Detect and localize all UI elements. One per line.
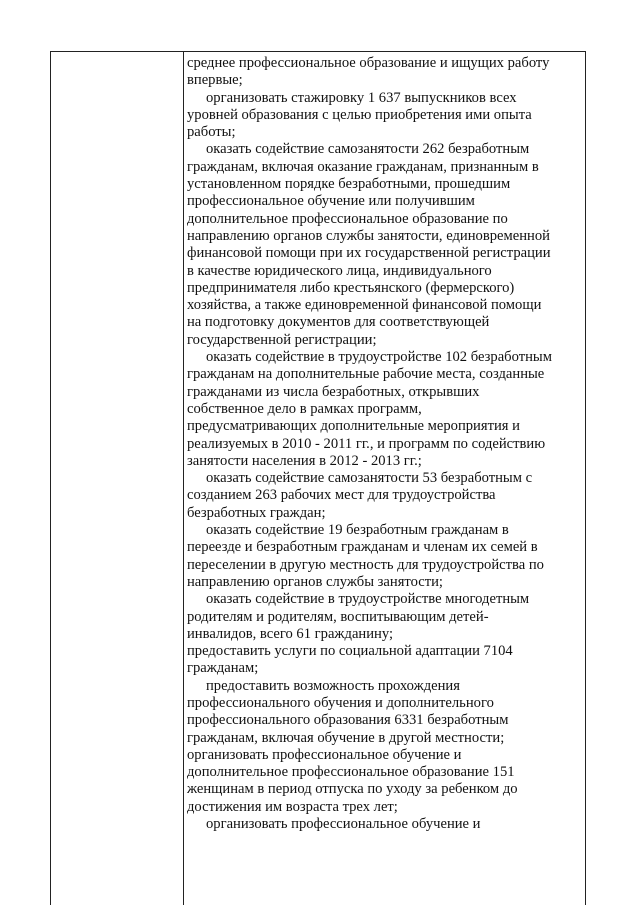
text-line: переселении в другую местность для трудоустройства по	[187, 556, 544, 573]
text-line: инвалидов, всего 61 гражданину;	[187, 625, 394, 642]
text-line: реализуемых в 2010 - 2011 гг., и программ по содействию	[187, 435, 546, 452]
text-line: профессионального образования 6331 безработным	[187, 712, 509, 729]
text-line: гражданам;	[187, 660, 259, 677]
text-line: предусматривающих дополнительные мероприятия и	[187, 418, 520, 435]
text-line: достижения им возраста трех лет;	[187, 798, 398, 815]
text-line: дополнительное профессиональное образование 151	[187, 764, 515, 781]
text-line: переезде и безработным гражданам и членам их семей в	[187, 539, 538, 556]
text-line: созданием 263 рабочих мест для трудоустройства	[187, 487, 496, 504]
text-line: оказать содействие в трудоустройстве 102 безработным	[206, 349, 552, 366]
text-line: направлению органов службы занятости, единовременной	[187, 227, 550, 244]
text-line: дополнительное профессиональное образование по	[187, 210, 508, 227]
text-line: хозяйства, а также единовременной финансовой помощи	[187, 297, 542, 314]
text-line: предоставить возможность прохождения	[206, 677, 460, 694]
text-line: собственное дело в рамках программ,	[187, 400, 422, 417]
text-line: занятости населения в 2012 - 2013 гг.;	[187, 452, 422, 469]
text-line: оказать содействие самозанятости 53 безработным с	[206, 470, 533, 487]
text-line: безработных граждан;	[187, 504, 326, 521]
text-line: предпринимателя либо крестьянского (фермерского)	[187, 279, 515, 296]
text-line: гражданами из числа безработных, открывших	[187, 383, 480, 400]
text-line: профессиональное обучение или получившим	[187, 193, 475, 210]
text-line: уровней образования с целью приобретения ими опыта	[187, 106, 532, 123]
text-line: впервые;	[187, 72, 243, 89]
text-line: оказать содействие в трудоустройстве многодетным	[206, 591, 530, 608]
table-left-column	[51, 52, 184, 905]
text-line: гражданам, включая оказание гражданам, признанным в	[187, 158, 539, 175]
text-line: организовать профессиональное обучение и	[206, 816, 481, 833]
text-line: организовать стажировку 1 637 выпускников всех	[206, 89, 517, 106]
table-text-column	[187, 55, 583, 833]
document-table	[50, 51, 586, 905]
text-line: финансовой помощи при их государственной регистрации	[187, 245, 551, 262]
text-line: государственной регистрации;	[187, 331, 377, 348]
text-line: среднее профессиональное образование и ищущих работу	[187, 55, 550, 71]
text-line: гражданам, включая обучение в другой местности;	[187, 729, 505, 746]
text-line: женщинам в период отпуска по уходу за ребенком до	[187, 781, 518, 798]
text-line: работы;	[187, 124, 236, 141]
text-line: оказать содействие самозанятости 262 безработным	[206, 141, 530, 158]
text-line: организовать профессиональное обучение и	[187, 746, 462, 763]
text-line: в качестве юридического лица, индивидуального	[187, 262, 492, 279]
text-line: гражданам на дополнительные рабочие места, созданные	[187, 366, 545, 383]
text-line: родителям и родителям, воспитывающим детей-	[187, 608, 489, 625]
text-line: оказать содействие 19 безработным гражданам в	[206, 522, 509, 539]
text-line: установленном порядке безработными, прошедшим	[187, 176, 511, 193]
text-line: профессионального обучения и дополнительного	[187, 694, 494, 711]
text-line: предоставить услуги по социальной адаптации 7104	[187, 643, 513, 660]
text-line: направлению органов службы занятости;	[187, 573, 443, 590]
text-line: на подготовку документов для соответствующей	[187, 314, 490, 331]
